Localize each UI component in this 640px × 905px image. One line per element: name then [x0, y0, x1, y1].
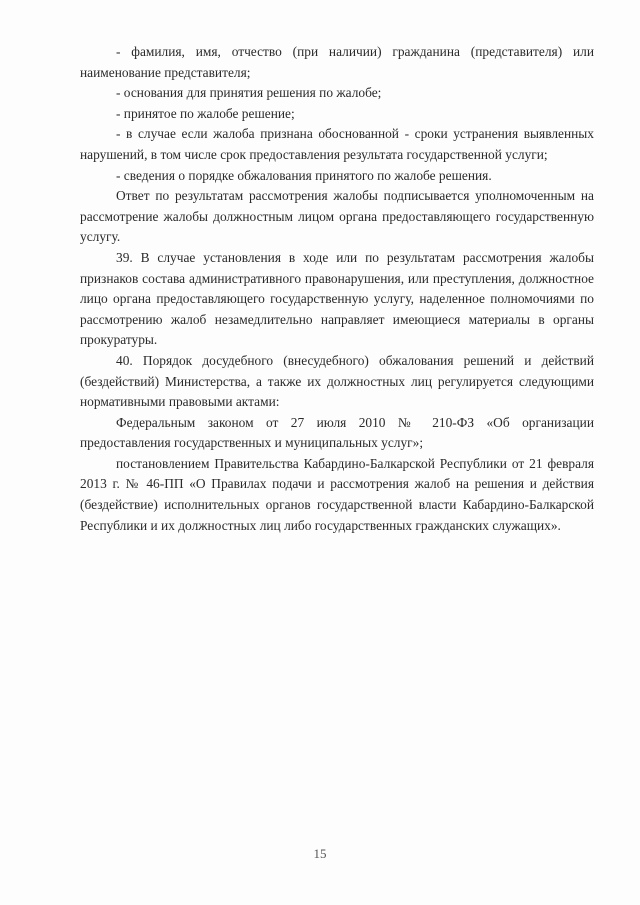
paragraph: - основания для принятия решения по жалобе;: [116, 85, 382, 101]
paragraph: - фамилия, имя, отчество (при наличии) гражданина (представителя) или наименование представителя;: [80, 44, 594, 80]
page-number: 15: [313, 846, 327, 861]
paragraph: Федеральным законом от 27 июля 2010 № 210-ФЗ «Об организации предоставления государственных и муниципальных услуг»;: [80, 414, 594, 451]
paragraph: - сведения о порядке обжалования принятого по жалобе решения.: [116, 167, 492, 183]
paragraph: 39. В случае установления в ходе или по результатам рассмотрения жалобы признаков состава административного правонарушения, или преступления, должностное лицо органа предоставляющего государственную услугу, наделенное полномочиями по рассмотрению жалоб незамедлительно направляет имеющиеся материалы в органы прокуратуры.: [80, 249, 594, 348]
paragraph: 40. Порядок досудебного (внесудебного) обжалования решений и действий (бездействий) Министерства, а также их должностных лиц регулируется следующими нормативными правовыми актами:: [80, 352, 594, 410]
paragraph: постановлением Правительства Кабардино-Балкарской Республики от 21 февраля 2013 г. № 46-ПП «О Правилах подачи и рассмотрения жалоб на решения и действия (бездействие) исполнительных органов государственной власти Кабардино-Балкарской Республики и их должностных лиц либо государственных гражданских служащих».: [80, 455, 594, 533]
paragraph: - в случае если жалоба признана обоснованной - сроки устранения выявленных нарушений, в том числе срок предоставления результата государственной услуги;: [80, 126, 594, 162]
paragraph: - принятое по жалобе решение;: [116, 105, 295, 121]
document-body: [80, 42, 594, 536]
paragraph: Ответ по результатам рассмотрения жалобы подписывается уполномоченным на рассмотрение жалобы должностным лицом органа предоставляющего государственную услугу.: [80, 188, 594, 245]
